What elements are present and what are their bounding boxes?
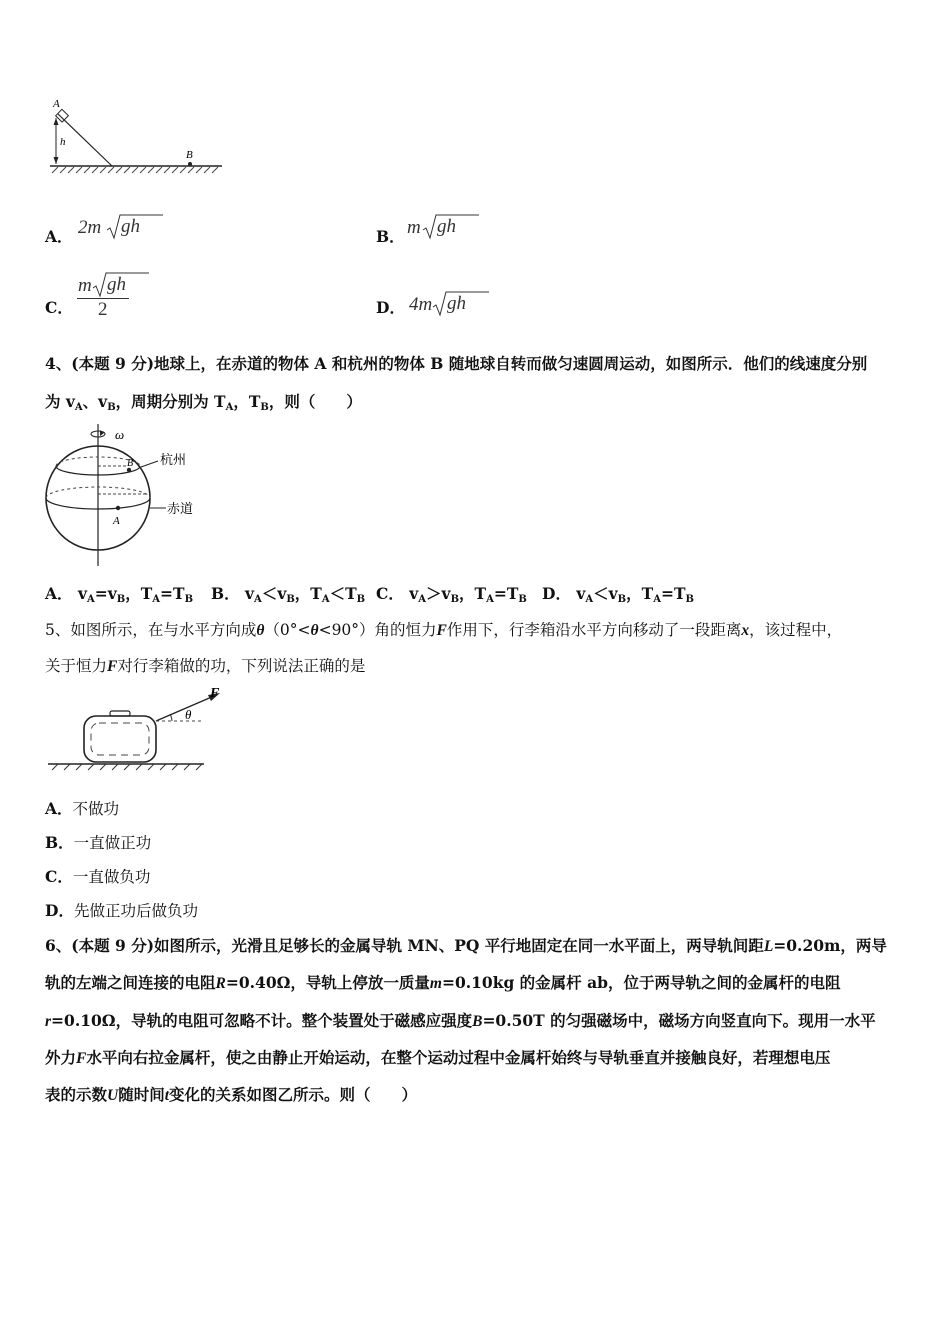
q4-hangzhou-label: 杭州	[160, 452, 187, 467]
q5-luggage-figure	[44, 684, 234, 776]
q4-option-a[interactable]: A． $v_A=v_B$，$T_A=T_B$	[45, 584, 194, 605]
q5-option-b[interactable]: B．一直做正功	[45, 833, 152, 852]
q4-option-c[interactable]: C． $v_A>v_B$，$T_A=T_B$	[376, 584, 527, 605]
option-radicand: gh	[121, 216, 140, 237]
option-numerator-coef: m	[78, 275, 92, 296]
option-coef: 2m	[78, 217, 102, 238]
q4-stem-line2: 为 $v_A$、$v_B$，周期分别为 $T_A$，$T_B$，则（ ）	[45, 392, 362, 413]
q4-options-row	[45, 584, 193, 610]
q5-option-d[interactable]: D．先做正功后做负功	[45, 901, 198, 920]
q4-earth-figure	[42, 420, 202, 568]
option-radicand: gh	[447, 293, 466, 314]
option-label: B．	[376, 227, 405, 246]
q4-equator-label: 赤道	[167, 501, 194, 516]
q4-label-b: B	[127, 458, 134, 469]
q5-force-label: F	[210, 686, 220, 701]
option-coef: m	[407, 217, 421, 238]
q3-label-b: B	[186, 149, 193, 161]
q5-angle-label: θ	[185, 707, 192, 722]
option-denominator: 2	[98, 299, 108, 320]
option-label: C．	[45, 298, 73, 317]
q3-incline-figure	[44, 94, 229, 176]
q6-stem-line1: 6、(本题 9 分)如图所示，光滑且足够长的金属导轨 MN、PQ 平行地固定在同一水平面上，两导轨间距L=0.20m，两导	[45, 936, 887, 955]
option-coef: 4m	[409, 294, 433, 315]
q4-label-a: A	[113, 515, 120, 527]
q5-option-a[interactable]: A．不做功	[45, 799, 120, 818]
q6-stem-line2: 轨的左端之间连接的电阻R=0.40Ω，导轨上停放一质量m=0.10kg 的金属杆 ab，位于两导轨之间的金属杆的电阻	[45, 973, 841, 992]
q6-stem-line4: 外力F水平向右拉金属杆，使之由静止开始运动，在整个运动过程中金属杆始终与导轨垂直并接触良好，若理想电压	[45, 1048, 831, 1067]
option-radicand: gh	[107, 274, 126, 295]
option-radicand: gh	[437, 216, 456, 237]
q5-option-c[interactable]: C．一直做负功	[45, 867, 151, 886]
q3-label-h: h	[60, 136, 66, 148]
q4-omega-label: ω	[115, 427, 125, 442]
q5-stem-line1: 5、如图所示，在与水平方向成θ（0°<θ<90°）角的恒力F作用下，行李箱沿水平方向移动了一段距离x，该过程中，	[45, 621, 843, 639]
option-label: D．	[376, 298, 405, 317]
q5-stem-line2: 关于恒力F对行李箱做的功，下列说法正确的是	[45, 657, 366, 675]
q3-label-a: A	[53, 98, 60, 110]
option-label: A．	[45, 227, 73, 246]
q4-option-b[interactable]: B． $v_A<v_B$，$T_A<T_B$	[211, 584, 366, 605]
q6-stem-line3: r=0.10Ω，导轨的电阻可忽略不计。整个装置处于磁感应强度B=0.50T 的匀强磁场中，磁场方向竖直向下。现用一水平	[45, 1011, 876, 1030]
q4-stem-line1: 4、(本题 9 分)地球上，在赤道的物体 A 和杭州的物体 B 随地球自转而做匀速圆周运动，如图所示．他们的线速度分别	[45, 354, 868, 373]
q4-option-d[interactable]: D． $v_A<v_B$，$T_A=T_B$	[542, 584, 694, 605]
q6-stem-line5: 表的示数U随时间t变化的关系如图乙所示。则（ ）	[45, 1085, 418, 1104]
